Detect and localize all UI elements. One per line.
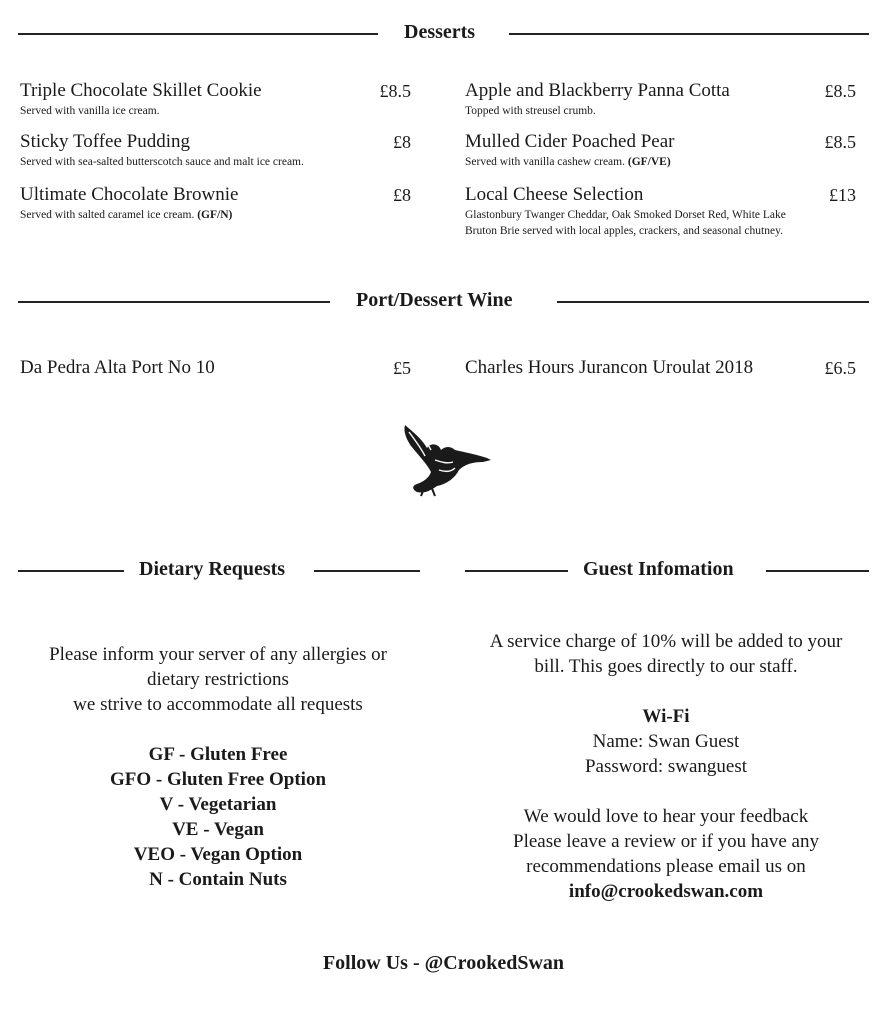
- dietary-code: VEO - Vegan Option: [133, 844, 303, 865]
- feedback-line: Please leave a review or if you have any: [513, 831, 819, 852]
- dessert-price: £8.5: [824, 132, 856, 152]
- desserts-rule-right: [509, 33, 869, 35]
- dessert-name: Ultimate Chocolate Brownie: [20, 184, 239, 205]
- dessert-description: [465, 154, 860, 170]
- wifi-password: Password: swanguest: [584, 756, 748, 777]
- dessert-price: £8: [393, 132, 411, 152]
- contact-email-link[interactable]: info@crookedswan.com: [568, 881, 764, 902]
- dessert-name: Sticky Toffee Pudding: [20, 131, 191, 152]
- service-charge-line: bill. This goes directly to our staff.: [534, 656, 798, 677]
- dietary-tag: (GF/VE): [627, 156, 671, 168]
- dessert-description-line: Glastonbury Twanger Cheddar, Oak Smoked Dorset Red, White Lake: [465, 209, 786, 221]
- wine-item: [20, 357, 415, 379]
- spacer: [465, 679, 867, 704]
- dessert-item: [20, 131, 415, 170]
- dessert-description: [465, 207, 860, 239]
- dietary-code: GF - Gluten Free: [148, 744, 288, 765]
- follow-us-text: Follow Us - @CrookedSwan: [322, 952, 565, 974]
- spacer: [465, 779, 867, 804]
- dessert-description-text: Served with vanilla cashew cream.: [465, 156, 625, 168]
- service-charge-line: A service charge of 10% will be added to your: [489, 631, 843, 652]
- dietary-code: V - Vegetarian: [159, 794, 277, 815]
- wifi-title: Wi-Fi: [642, 706, 690, 727]
- dessert-description: Topped with streusel crumb.: [465, 105, 596, 117]
- wine-price: £6.5: [824, 358, 856, 378]
- dietary-code: N - Contain Nuts: [149, 869, 287, 890]
- port-rule-left: [18, 301, 330, 303]
- desserts-title: Desserts: [404, 21, 476, 43]
- dessert-price: £13: [829, 185, 856, 205]
- dietary-intro-line: dietary restrictions: [147, 669, 289, 690]
- dessert-item: [465, 184, 860, 239]
- dietary-tag: (GF/N): [197, 209, 233, 221]
- dessert-item: [465, 80, 860, 119]
- wifi-name: Name: Swan Guest: [592, 731, 740, 752]
- wine-name: Charles Hours Jurancon Uroulat 2018: [465, 357, 754, 378]
- dietary-intro-line: Please inform your server of any allergies or: [49, 644, 387, 665]
- feedback-line: recommendations please email us on: [526, 856, 806, 877]
- dessert-name: Apple and Blackberry Panna Cotta: [465, 80, 730, 101]
- dietary-title: Dietary Requests: [139, 558, 286, 580]
- guest-title: Guest Infomation: [583, 558, 734, 580]
- dietary-intro-line: we strive to accommodate all requests: [73, 694, 363, 715]
- dietary-rule-right: [314, 570, 420, 572]
- guest-rule-left: [465, 570, 568, 572]
- wine-name: Da Pedra Alta Port No 10: [20, 357, 215, 378]
- port-rule-right: [557, 301, 869, 303]
- guest-rule-right: [766, 570, 869, 572]
- dessert-price: £8: [393, 185, 411, 205]
- dessert-item: [20, 80, 415, 119]
- dessert-name: Mulled Cider Poached Pear: [465, 131, 675, 152]
- dessert-price: £8.5: [824, 81, 856, 101]
- dietary-rule-left: [18, 570, 124, 572]
- spacer: [18, 717, 418, 742]
- dessert-name: Local Cheese Selection: [465, 184, 644, 205]
- dessert-description: [20, 207, 415, 223]
- dessert-description: Served with sea-salted butterscotch sauce and malt ice cream.: [20, 156, 304, 168]
- dietary-block: [18, 642, 418, 892]
- dessert-item: [20, 184, 415, 223]
- swan-logo-icon: [395, 420, 495, 500]
- dessert-item: [465, 131, 860, 170]
- wine-item: [465, 357, 860, 379]
- wine-price: £5: [393, 358, 411, 378]
- dessert-name: Triple Chocolate Skillet Cookie: [20, 80, 262, 101]
- dessert-description-text: Served with salted caramel ice cream.: [20, 209, 195, 221]
- guest-block: [465, 629, 867, 904]
- dietary-code: VE - Vegan: [172, 819, 264, 840]
- port-title: Port/Dessert Wine: [356, 289, 513, 311]
- dessert-price: £8.5: [379, 81, 411, 101]
- dessert-description: Served with vanilla ice cream.: [20, 105, 160, 117]
- feedback-line: We would love to hear your feedback: [523, 806, 809, 827]
- dietary-code: GFO - Gluten Free Option: [109, 769, 327, 790]
- dessert-description-line: Bruton Brie served with local apples, crackers, and seasonal chutney.: [465, 225, 783, 237]
- desserts-rule-left: [18, 33, 378, 35]
